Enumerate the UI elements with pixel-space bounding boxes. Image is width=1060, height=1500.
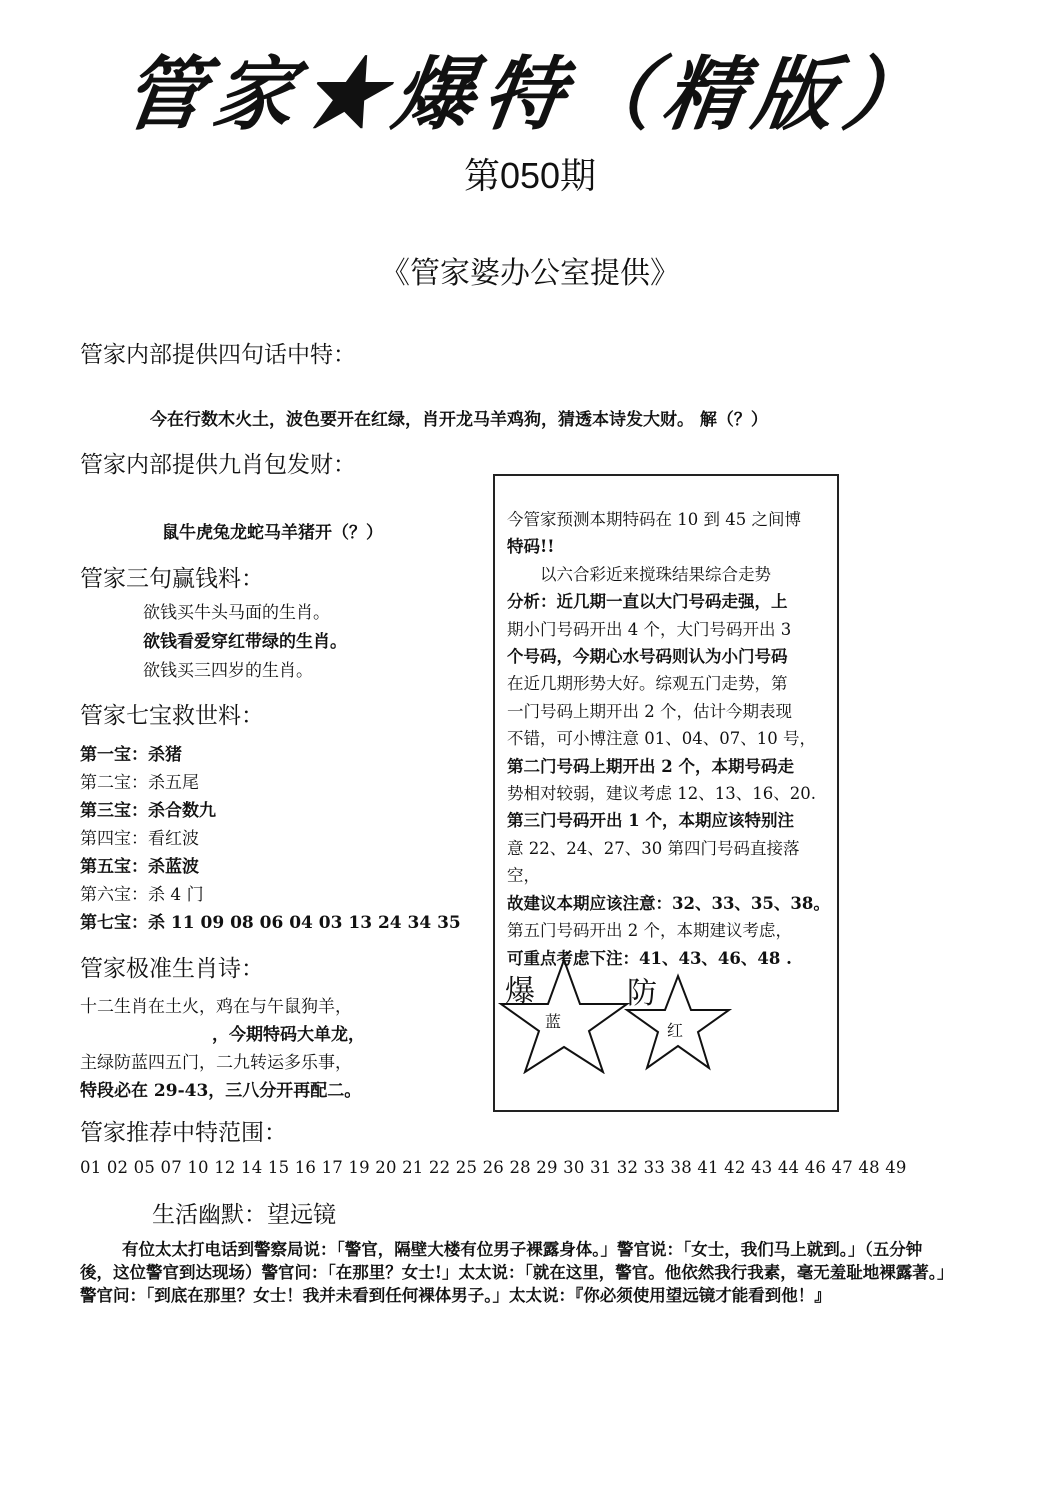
analysis-line: 第三门号码开出 1 个，本期应该特别注 bbox=[507, 811, 794, 831]
analysis-line: 今管家预测本期特码在 10 到 45 之间博 bbox=[507, 510, 801, 529]
treasure-item-3: 第三宝：杀合数九 bbox=[80, 801, 216, 821]
analysis-line: 第二门号码上期开出 2 个，本期号码走 bbox=[507, 756, 794, 776]
heading-nine-zodiac: 管家内部提供九肖包发财： bbox=[80, 452, 356, 478]
analysis-line: 以六合彩近来搅珠结果综合走势 bbox=[507, 564, 771, 584]
treasure-item-4: 第四宝：看红波 bbox=[80, 829, 199, 849]
recommended-numbers: 01 02 05 07 10 12 14 15 16 17 19 20 21 22 25 26 28 29 30 31 32 33 38 41 42 43 44 46 47 48 49 bbox=[80, 1158, 907, 1177]
analysis-line: 第五门号码开出 2 个，本期建议考虑， bbox=[507, 921, 792, 941]
poem-line-3: 主绿防蓝四五门，二九转运多乐事， bbox=[80, 1053, 352, 1073]
treasure-item-2: 第二宝：杀五尾 bbox=[80, 773, 199, 793]
treasure-item-1: 第一宝：杀猪 bbox=[80, 745, 182, 765]
heading-seven-treasures: 管家七宝救世料： bbox=[80, 703, 264, 729]
star-icon-blue bbox=[497, 956, 631, 1074]
analysis-line: 特码!! bbox=[507, 537, 555, 557]
analysis-line: 可重点考虑下注：41、43、46、48 . bbox=[507, 948, 792, 968]
star-label-fang: 防 bbox=[627, 976, 657, 1011]
analysis-line: 意 22、24、27、30 第四门号码直接落空， bbox=[507, 838, 800, 886]
treasure-item-6: 第六宝：杀 4 门 bbox=[80, 885, 204, 905]
provider-line: 《管家婆办公室提供》 bbox=[380, 256, 680, 291]
star-label-bao: 爆 bbox=[505, 974, 535, 1009]
heading-recommended-range: 管家推荐中特范围： bbox=[80, 1120, 287, 1146]
analysis-line: 在近几期形势大好。综观五门走势，第 bbox=[507, 674, 788, 694]
three-sentences-line-1: 欲钱买牛头马面的生肖。 bbox=[143, 603, 330, 623]
heading-four-sentences: 管家内部提供四句话中特： bbox=[80, 342, 356, 368]
star-inner-red: 红 bbox=[667, 1021, 684, 1040]
analysis-line: 故建议本期应该注意：32、33、35、38。 bbox=[507, 893, 830, 913]
joke-text: 有位太太打电话到警察局说：「警官，隔壁大楼有位男子裸露身体。」警官说：「女士，我们马上就到。」（五分钟後，这位警官到达现场）警官问：「在那里？女士!」太太说：「就在这里，警官。他依然我行我素，毫无羞耻地裸露著。」警官问：「到底在那里？女士！我并未看到任何裸体男子。」太太说：『你必须使用望远镜才能看到他！』 bbox=[80, 1240, 946, 1305]
joke-title: 生活幽默：望远镜 bbox=[152, 1202, 336, 1228]
analysis-line: 势相对较弱，建议考虑 12、13、16、20. bbox=[507, 784, 816, 804]
analysis-box bbox=[493, 474, 839, 1112]
four-sentences-text: 今在行数木火土，波色要开在红绿，肖开龙马羊鸡狗，猜透本诗发大财。 解（？） bbox=[150, 410, 768, 430]
poem-line-4: 特段必在 29-43，三八分开再配二。 bbox=[80, 1081, 362, 1101]
three-sentences-line-2: 欲钱看爱穿红带绿的生肖。 bbox=[143, 632, 347, 652]
analysis-line: 分析：近几期一直以大门号码走强，上 bbox=[507, 592, 788, 612]
page-title: 管家★爆特（精版） bbox=[117, 47, 941, 141]
analysis-text bbox=[507, 506, 831, 972]
poem-line-1: 十二生肖在土火，鸡在与午鼠狗羊， bbox=[80, 997, 352, 1017]
heading-three-sentences: 管家三句赢钱料： bbox=[80, 566, 264, 592]
analysis-line: 不错，可小博注意 01、04、07、10 号， bbox=[507, 729, 816, 749]
poem-line-2: ，今期特码大单龙， bbox=[212, 1025, 365, 1045]
issue-number: 第050期 bbox=[463, 155, 597, 196]
heading-zodiac-poem: 管家极准生肖诗： bbox=[80, 956, 264, 982]
analysis-line: 一门号码上期开出 2 个，估计今期表现 bbox=[507, 701, 792, 721]
analysis-line: 期小门号码开出 4 个，大门号码开出 3 bbox=[507, 619, 792, 639]
star-inner-blue: 蓝 bbox=[545, 1012, 562, 1031]
nine-zodiac-text: 鼠牛虎兔龙蛇马羊猪开（？） bbox=[162, 523, 383, 543]
three-sentences-line-3: 欲钱买三四岁的生肖。 bbox=[143, 661, 313, 681]
treasure-item-7: 第七宝：杀 11 09 08 06 04 03 13 24 34 35 bbox=[80, 913, 461, 933]
treasure-item-5: 第五宝：杀蓝波 bbox=[80, 857, 199, 877]
analysis-line: 个号码，今期心水号码则认为小门号码 bbox=[507, 647, 788, 667]
